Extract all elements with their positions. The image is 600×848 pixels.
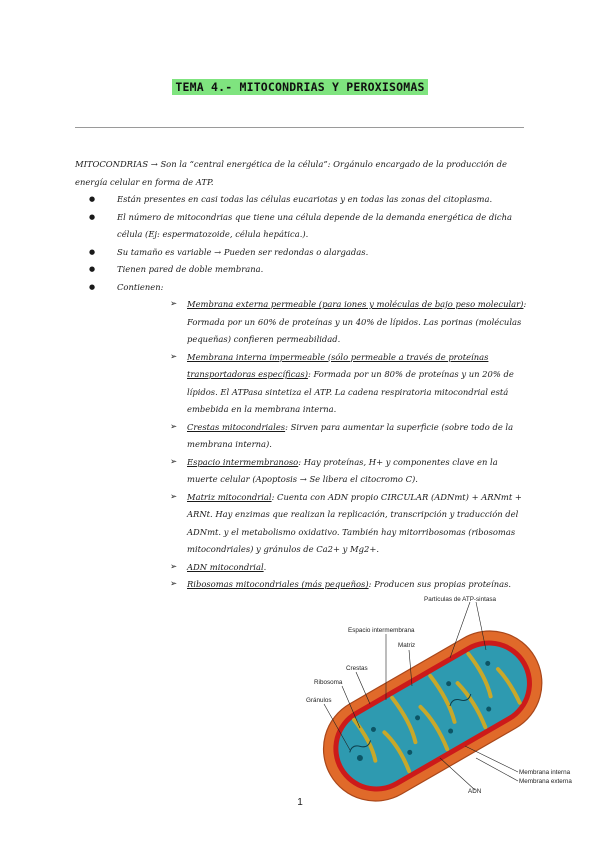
bullet-list bbox=[75, 191, 527, 594]
component-text: : Sirven para aumentar la superficie (sobre todo de la membrana interna). bbox=[187, 421, 514, 449]
label-matriz: Matriz bbox=[398, 642, 416, 649]
label-membrana-interna: Membrana interna bbox=[519, 769, 571, 776]
intro-term: MITOCONDRIAS bbox=[75, 159, 149, 169]
component-text: : Cuenta con ADN propio CIRCULAR (ADNmt) + ARNmt + ARNt. Hay enzimas que realizan la replicación, transcripción y traducción del ADNmt. y el metabolismo oxidativo. También hay mitorribosomas (ribosomas mitocondriales) y gránulos de Ca2+ y Mg2+. bbox=[187, 491, 522, 554]
component-term: ADN mitocondrial bbox=[187, 561, 264, 572]
component-text: : Formada por un 80% de proteínas y un 20% de lípidos. El ATPasa sintetiza el ATP. La cadena respiratoria mitocondrial está embebida en la membrana interna. bbox=[187, 369, 514, 414]
component-term: Matriz mitocondrial bbox=[187, 491, 272, 502]
component-text: . bbox=[263, 561, 267, 572]
intro-text: Son la “central energética de la célula”: Orgánulo encargado de la producción de energía celular en forma de ATP. bbox=[75, 159, 507, 187]
divider bbox=[75, 127, 524, 128]
component-item bbox=[117, 454, 527, 489]
list-item: ● El número de mitocondrias que tiene una célula depende de la demanda energética de dicha célula (Ej: espermatozoide, célula hepática.). bbox=[75, 209, 527, 244]
page-title: TEMA 4.- MITOCONDRIAS Y PEROXISOMAS bbox=[172, 79, 427, 95]
component-item bbox=[117, 419, 527, 454]
component-term: Membrana interna impermeable (sólo permeable a través de proteínas transportadoras específicas) bbox=[187, 351, 489, 379]
list-item: ● Su tamaño es variable → Pueden ser redondas o alargadas. bbox=[75, 244, 527, 262]
label-adn: ADN bbox=[468, 788, 482, 795]
label-granulos: Gránulos bbox=[306, 697, 332, 704]
label-ribosoma: Ribosoma bbox=[314, 679, 343, 686]
list-item: ● Están presentes en casi todas las células eucariotas y en todas las zonas del citoplasma. bbox=[75, 191, 527, 209]
components-list bbox=[117, 296, 527, 594]
component-item bbox=[117, 489, 527, 559]
component-item bbox=[117, 559, 527, 577]
component-item bbox=[117, 296, 527, 349]
list-item bbox=[75, 279, 527, 594]
component-text: : Formada por un 60% de proteínas y un 40% de lípidos. Las porinas (moléculas pequeñas) confieren permeabilidad. bbox=[187, 299, 527, 344]
arrow-icon: → bbox=[150, 159, 158, 169]
component-term: Espacio intermembranoso bbox=[187, 456, 299, 467]
contienen-label: Contienen: bbox=[117, 281, 164, 292]
label-crestas: Crestas bbox=[346, 665, 368, 672]
component-term: Crestas mitocondriales bbox=[187, 421, 286, 432]
label-membrana-externa: Membrana externa bbox=[519, 778, 572, 785]
intro-paragraph bbox=[75, 156, 527, 191]
component-term: Ribosomas mitocondriales (más pequeños) bbox=[187, 579, 369, 589]
label-espacio-intermembrana: Espacio intermembrana bbox=[348, 627, 415, 634]
component-item bbox=[117, 349, 527, 419]
list-item: ● Tienen pared de doble membrana. bbox=[75, 261, 527, 279]
component-term: Membrana externa permeable (para iones y moléculas de bajo peso molecular) bbox=[187, 299, 524, 309]
document-body bbox=[75, 156, 527, 594]
component-text: : Hay proteínas, H+ y componentes clave en la muerte celular (Apoptosis → Se libera el citocromo C). bbox=[187, 456, 498, 484]
label-atp-sintasa: Partículas de ATP-sintasa bbox=[424, 596, 496, 603]
mitochondria-diagram bbox=[300, 588, 572, 796]
page-number: 1 bbox=[297, 797, 303, 808]
component-text: : Producen sus propias proteínas. bbox=[368, 579, 512, 589]
